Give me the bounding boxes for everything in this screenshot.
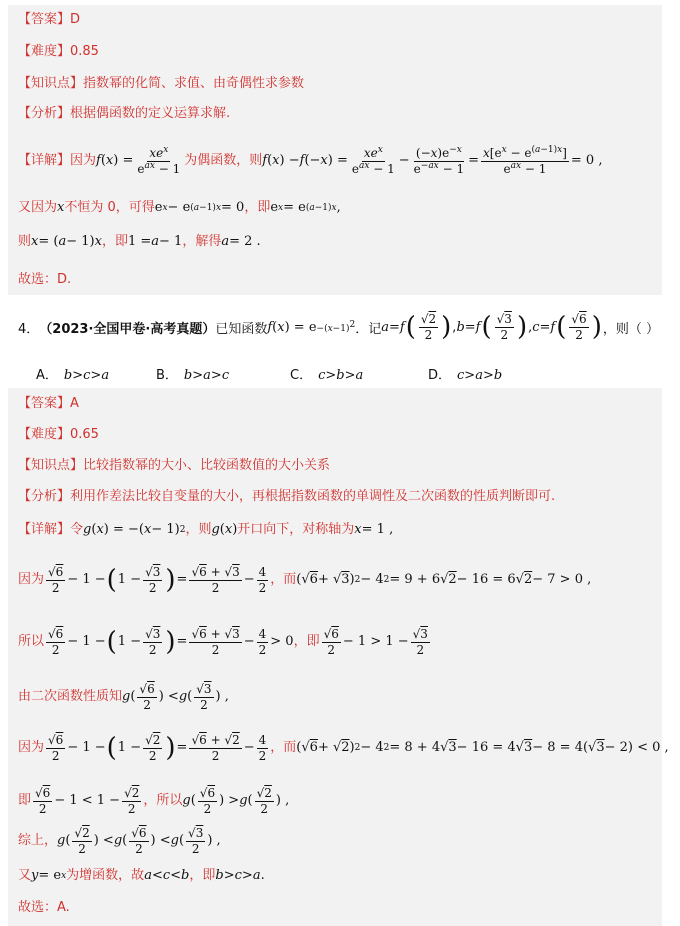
knowledge-text: 【知识点】比较指数幂的大小、比较函数值的大小关系 [18,458,331,473]
detail-text: 综上， [18,833,58,848]
formula: b > c > a [63,368,110,383]
formula: $\frac{√6}{2}$ − 1 > 1 − $\frac{√3}{2}$ [323,626,428,657]
detail-line-1 [18,520,393,540]
knowledge-text: 【知识点】指数幂的化简、求值、由奇偶性求参数 [18,76,305,91]
formula: $\frac{√6}{2}$ − 1 − ( 1 − $\frac{√3}{2}$ ) = $\frac{√6 + √3}{2}$ − $\frac{4}{2}$ [48,564,267,595]
choose-text: 故选：A. [18,900,70,915]
detail-tag: 【详解】 [18,153,71,168]
option-label: B． [156,368,178,383]
detail-line-4 [18,680,229,714]
analysis-line [18,104,230,124]
detail-text: 为增函数，故 [66,868,145,883]
detail-text: 为偶函数，则 [184,153,263,168]
option-label: A． [36,368,58,383]
difficulty-line [18,42,99,62]
answer-line [18,10,80,30]
detail-text: 因为 [70,153,97,168]
detail-text: 又因为 [18,200,58,215]
formula: e x = e (a−1)x , [270,200,341,215]
detail-text: ，而 [270,572,297,587]
option-label: D． [428,368,452,383]
choose-line [18,270,71,290]
formula: f ( x ) − f (− x ) = $\frac{xe^x}{e^{ax} - 1}$ − $\frac{(-x)e^{-x}}{e^{-ax} - 1}$ = $\frac{x[e^x - e^{(a-1)x}]}{e^{ax} - 1}$ = 0 , [262,144,603,176]
formula: b > c > a . [215,868,265,883]
detail-text: 开口向下，对称轴为 [237,522,355,537]
knowledge-line [18,74,304,94]
choose-line [18,898,70,918]
detail-line-2 [18,562,591,598]
formula: 1 = a − 1 [127,234,183,249]
formula: g ( $\frac{√6}{2}$ ) < g ( $\frac{√3}{2}$ ) , [122,681,229,712]
formula: $\frac{√6}{2}$ − 1 − ( 1 − $\frac{√2}{2}$ ) = $\frac{√6 + √2}{2}$ − $\frac{4}{2}$ [48,732,267,763]
analysis-text: 【分析】根据偶函数的定义运算求解. [18,106,231,121]
question-number: 4． [18,321,40,337]
detail-line-3 [18,232,261,252]
option-label: C． [290,368,313,383]
detail-line-2 [18,198,341,218]
answer-line [18,394,79,414]
difficulty-text: 【难度】0.65 [18,427,99,442]
detail-line-3 [18,624,432,660]
detail-text: 所以 [18,634,45,649]
detail-line-1 [18,146,602,176]
answer-text: 【答案】A [18,396,79,411]
difficulty-text: 【难度】0.85 [18,44,99,59]
formula: a = 2 . [221,234,261,249]
difficulty-line [18,425,99,445]
detail-line-6 [18,784,289,818]
formula: g ( x ) = −( x − 1) 2 [83,522,186,537]
formula: (√ 6 + √ 3 ) 2 − 4 2 = 9 + 6√ 2 − 16 = 6√ 2 − 7 > 0 , [296,572,592,587]
formula: c > b > a [318,368,364,383]
detail-text: 又 [18,868,32,883]
formula: (√ 6 + √ 2 ) 2 − 4 2 = 8 + 4√ 3 − 16 = 4√ 3 − 8 = 4(√ 3 − 2) < 0 , [296,740,669,755]
question-source: （2023·全国甲卷·高考真题） [39,321,216,337]
detail-line-7 [18,824,221,858]
detail-text: 令 [70,522,84,537]
formula: a < c < b [144,868,190,883]
question-text: ．记 [355,321,382,337]
detail-text: 则 [18,234,32,249]
knowledge-line [18,456,330,476]
formula: b > a > c [183,368,230,383]
option-c[interactable] [290,364,363,383]
detail-text: 由二次函数性质知 [18,689,123,704]
detail-text: ，即 [101,234,128,249]
detail-text: ，则 [185,522,212,537]
detail-line-8 [18,866,265,886]
formula: e x − e (a−1)x = 0 [154,200,245,215]
formula: $\frac{√6}{2}$ − 1 < 1 − $\frac{√2}{2}$ [35,785,140,816]
formula: c > a > b [457,368,503,383]
detail-tag: 【详解】 [18,522,71,537]
detail-text: 不恒为 0，可得 [64,200,155,215]
formula: f ( x ) = e $-(x-1)^2$ [267,319,356,335]
answer-text: 【答案】D [18,12,81,27]
formula: g ( x ) [211,522,238,537]
detail-text: 即 [18,793,32,808]
formula: $\frac{√6}{2}$ − 1 − ( 1 − $\frac{√3}{2}$ ) = $\frac{√6 + √3}{2}$ − $\frac{4}{2}$ > 0 [48,626,294,657]
detail-text: ，即 [244,200,271,215]
question-text: ，则（ ） [602,321,659,337]
formula: y = e x [31,868,67,883]
formula: g ( $\frac{√2}{2}$ ) < g ( $\frac{√6}{2}$ ) < g ( $\frac{√3}{2}$ ) , [57,825,221,856]
detail-text: 因为 [18,740,45,755]
option-d[interactable] [428,364,502,383]
detail-text: 因为 [18,572,45,587]
detail-text: ，即 [189,868,216,883]
detail-line-5 [18,730,669,766]
analysis-text: 【分析】利用作差法比较自变量的大小，再根据指数函数的单调性及二次函数的性质判断即可. [18,489,556,504]
formula: g ( $\frac{√6}{2}$ ) > g ( $\frac{√2}{2}$ ) , [182,785,290,816]
analysis-line [18,487,555,507]
option-a[interactable] [36,364,109,383]
detail-text: ，而 [270,740,297,755]
detail-text: ，解得 [182,234,222,249]
question-text: 已知函数 [215,321,268,337]
detail-text: ，即 [293,634,320,649]
detail-text: ，所以 [143,793,183,808]
formula: f ( x ) = $\frac{xe^x}{e^{ax} - 1}$ [96,144,181,176]
formula: a = f ( $\frac{√2}{2}$ ) , b = f ( $\frac{√3}{2}$ ) , c = f ( $\frac{√6}{2}$ ) [381,311,602,342]
option-b[interactable] [156,364,229,383]
formula: x = 1 , [354,522,394,537]
formula: x = ( a − 1) x [31,234,102,249]
choose-text: 故选：D. [18,272,72,287]
question-4 [18,312,659,342]
formula: x [57,200,65,215]
